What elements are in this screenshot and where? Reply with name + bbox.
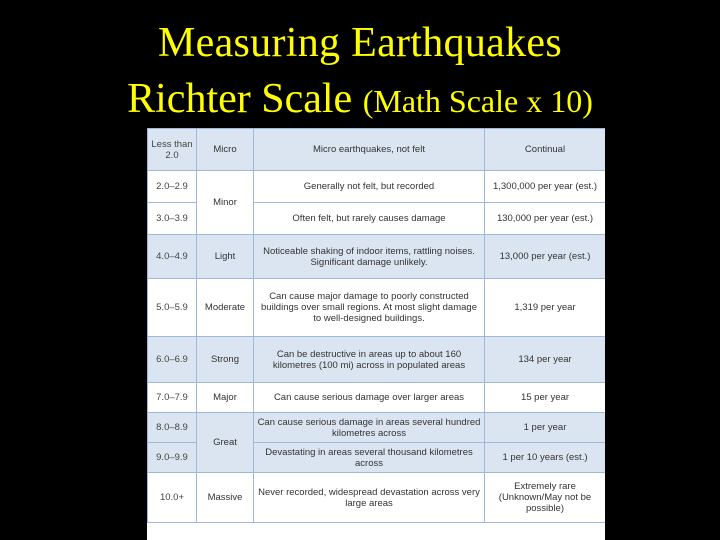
description-cell: Light [197,235,254,279]
effects-cell: Devastating in areas several thousand kilometres across [254,443,485,473]
effects-cell: Can be destructive in areas up to about 160 kilometres (100 mi) across in populated areas [254,337,485,383]
description-cell: Major [197,383,254,413]
description-cell: Massive [197,473,254,523]
frequency-cell: 1 per year [485,413,606,443]
magnitude-cell: Less than 2.0 [148,129,197,171]
effects-cell: Can cause serious damage in areas several hundred kilometres across [254,413,485,443]
description-cell: Moderate [197,279,254,337]
magnitude-cell: 8.0–8.9 [148,413,197,443]
frequency-cell: 1,319 per year [485,279,606,337]
magnitude-cell: 4.0–4.9 [148,235,197,279]
table-row [148,235,606,279]
description-cell: Great [197,413,254,473]
description-cell: Micro [197,129,254,171]
magnitude-cell: 6.0–6.9 [148,337,197,383]
slide-title [0,20,720,124]
description-cell: Minor [197,171,254,235]
magnitude-cell: 2.0–2.9 [148,171,197,203]
magnitude-cell: 7.0–7.9 [148,383,197,413]
table-row [148,129,606,171]
frequency-cell: 130,000 per year (est.) [485,203,606,235]
richter-table-image [147,128,605,540]
table-row [148,473,606,523]
magnitude-cell: 9.0–9.9 [148,443,197,473]
frequency-cell: 15 per year [485,383,606,413]
title-line-2-note: (Math Scale x 10) [362,83,593,119]
effects-cell: Never recorded, widespread devastation across very large areas [254,473,485,523]
effects-cell: Generally not felt, but recorded [254,171,485,203]
magnitude-cell: 5.0–5.9 [148,279,197,337]
table-row [148,413,606,443]
frequency-cell: 13,000 per year (est.) [485,235,606,279]
table-row [148,279,606,337]
effects-cell: Micro earthquakes, not felt [254,129,485,171]
table-row [148,383,606,413]
magnitude-cell: 10.0+ [148,473,197,523]
table-row [148,337,606,383]
magnitude-cell: 3.0–3.9 [148,203,197,235]
title-line-1: Measuring Earthquakes [157,20,562,66]
richter-table [147,128,605,523]
frequency-cell: Continual [485,129,606,171]
effects-cell: Can cause serious damage over larger areas [254,383,485,413]
effects-cell: Can cause major damage to poorly constructed buildings over small regions. At most slight damage to well-designed buildings. [254,279,485,337]
title-line-2-main: Richter Scale [127,76,353,122]
description-cell: Strong [197,337,254,383]
frequency-cell: 1 per 10 years (est.) [485,443,606,473]
frequency-cell: Extremely rare (Unknown/May not be possible) [485,473,606,523]
frequency-cell: 134 per year [485,337,606,383]
table-row [148,171,606,203]
effects-cell: Often felt, but rarely causes damage [254,203,485,235]
effects-cell: Noticeable shaking of indoor items, rattling noises. Significant damage unlikely. [254,235,485,279]
title-line-2 [0,76,720,124]
frequency-cell: 1,300,000 per year (est.) [485,171,606,203]
